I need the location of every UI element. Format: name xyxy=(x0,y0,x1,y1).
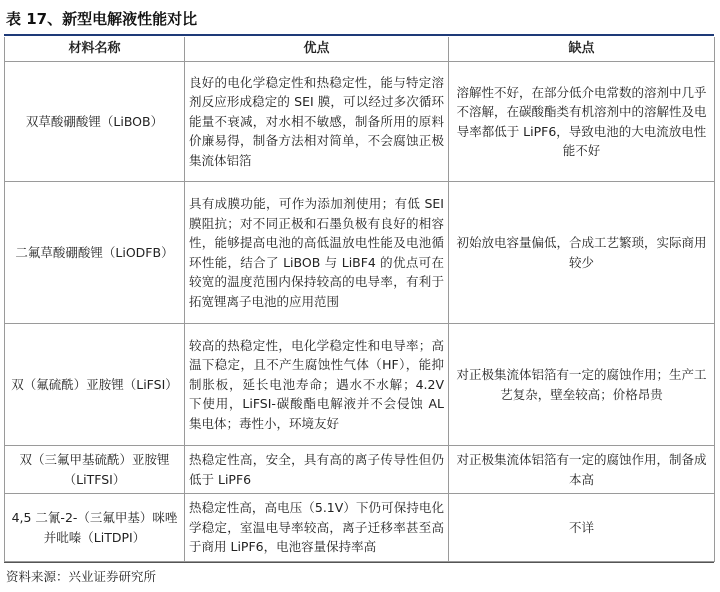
pros-cell: 良好的电化学稳定性和热稳定性，能与特定溶剂反应形成稳定的 SEI 膜，可以经过多次循环能量不衰减，对水相不敏感，制备所用的原料价廉易得，制备方法相对简单，不会腐蚀正极集流体铝箔 xyxy=(185,62,449,182)
pros-cell: 热稳定性高，安全，具有高的离子传导性但仍低于 LiPF6 xyxy=(185,446,449,494)
header-material-name: 材料名称 xyxy=(5,37,185,62)
header-cons: 缺点 xyxy=(449,37,715,62)
title-rule xyxy=(4,34,714,36)
material-name-cell: 双（三氟甲基硫酰）亚胺锂（LiTFSI） xyxy=(5,446,185,494)
pros-cell: 具有成膜功能，可作为添加剂使用；有低 SEI 膜阻抗；对不同正极和石墨负极有良好的相容性，能够提高电池的高低温放电性能及电池循环性能，结合了 LiBOB 与 LiBF4 的优点可在较宽的温度范围内保持较高的电导率，有利于拓宽锂离子电池的应用范围 xyxy=(185,182,449,324)
table-title: 表 17、新型电解液性能对比 xyxy=(6,10,198,28)
table-row xyxy=(5,446,715,494)
source-rule xyxy=(4,562,714,563)
table-header-row xyxy=(5,37,715,62)
material-name-cell: 二氟草酸硼酸锂（LiODFB） xyxy=(5,182,185,324)
table-row xyxy=(5,324,715,446)
table-row xyxy=(5,62,715,182)
cons-cell: 对正极集流体铝箔有一定的腐蚀作用，制备成本高 xyxy=(449,446,715,494)
cons-cell: 不详 xyxy=(449,494,715,562)
table-row xyxy=(5,182,715,324)
electrolyte-comparison-table xyxy=(4,37,715,562)
material-name-cell: 4,5 二氰-2-（三氟甲基）咪唑并吡嗪（LiTDPI） xyxy=(5,494,185,562)
pros-cell: 较高的热稳定性，电化学稳定性和电导率；高温下稳定，且不产生腐蚀性气体（HF），能抑制胀板，延长电池寿命；遇水不水解；4.2V 下使用，LiFSI-碳酸酯电解液并不会侵蚀 AL 集电体；毒性小，环境友好 xyxy=(185,324,449,446)
cons-cell: 初始放电容量偏低，合成工艺繁琐，实际商用较少 xyxy=(449,182,715,324)
header-pros: 优点 xyxy=(185,37,449,62)
material-name-cell: 双（氟硫酰）亚胺锂（LiFSI） xyxy=(5,324,185,446)
cons-cell: 对正极集流体铝箔有一定的腐蚀作用；生产工艺复杂，壁垒较高；价格昂贵 xyxy=(449,324,715,446)
cons-cell: 溶解性不好，在部分低介电常数的溶剂中几乎不溶解，在碳酸酯类有机溶剂中的溶解性及电导率都低于 LiPF6，导致电池的大电流放电性能不好 xyxy=(449,62,715,182)
material-name-cell: 双草酸硼酸锂（LiBOB） xyxy=(5,62,185,182)
pros-cell: 热稳定性高，高电压（5.1V）下仍可保持电化学稳定，室温电导率较高，离子迁移率甚至高于商用 LiPF6，电池容量保持率高 xyxy=(185,494,449,562)
source-note: 资料来源：兴业证券研究所 xyxy=(6,569,157,584)
table-row xyxy=(5,494,715,562)
